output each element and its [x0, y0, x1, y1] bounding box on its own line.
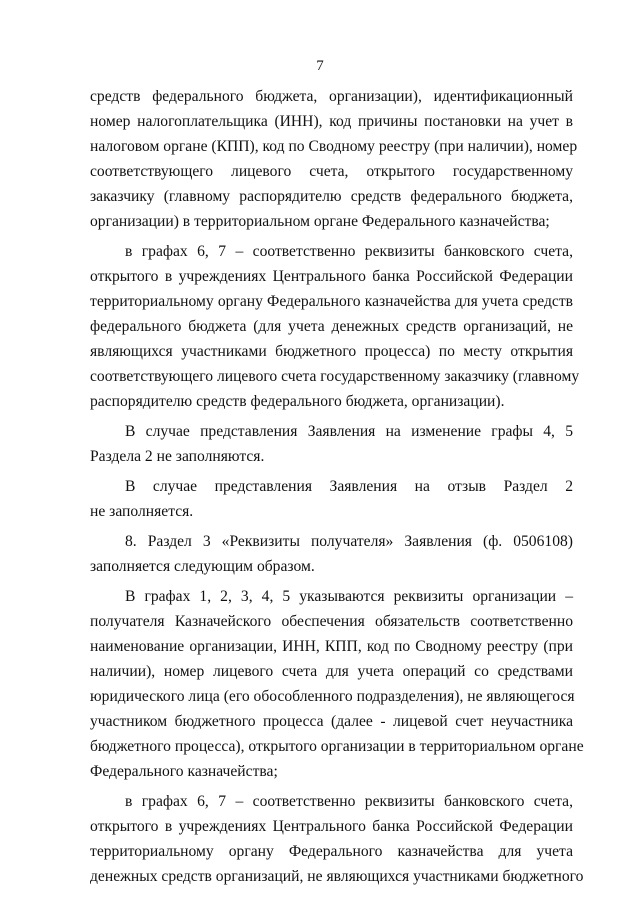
text-line: наименование организации, ИНН, КПП, код по Сводному реестру (при [90, 638, 573, 655]
text-line: соответствующего лицевого счета, открытого государственному [90, 163, 573, 180]
text-line: в графах 6, 7 – соответственно реквизиты банковского счета, [125, 243, 573, 260]
text-line: бюджетного процесса), открытого организации в территориальном органе [90, 738, 584, 755]
text-line: средств федерального бюджета, организации), идентификационный [90, 88, 573, 105]
text-line: участником бюджетного процесса (далее - лицевой счет неучастника [90, 713, 573, 730]
page-number: 7 [316, 58, 324, 74]
text-line: соответствующего лицевого счета государственному заказчику (главному [90, 368, 580, 385]
text-line: юридического лица (его обособленного подразделения), не являющегося [90, 688, 575, 705]
text-line: Раздела 2 не заполняются. [90, 448, 265, 465]
paragraph [90, 84, 578, 234]
paragraph [90, 474, 573, 524]
paragraph [90, 419, 573, 469]
text-line: заполняется следующим образом. [90, 558, 315, 575]
text-line: 8. Раздел 3 «Реквизиты получателя» Заявления (ф. 0506108) [125, 533, 573, 550]
text-line: являющихся участниками бюджетного процесса) по месту открытия [90, 343, 573, 360]
text-line: организации) в территориальном органе Федерального казначейства; [90, 213, 550, 230]
text-line: в графах 6, 7 – соответственно реквизиты банковского счета, [125, 793, 573, 810]
text-line: номер налогоплательщика (ИНН), код причины постановки на учет в [90, 113, 573, 130]
text-line: В графах 1, 2, 3, 4, 5 указываются реквизиты организации – [125, 588, 573, 605]
text-line: не заполняется. [90, 503, 194, 520]
text-line: заказчику (главному распорядителю средств федерального бюджета, [90, 188, 573, 205]
paragraph [90, 529, 573, 579]
text-line: территориальному органу Федерального казначейства для учета [90, 843, 573, 860]
paragraph [90, 239, 580, 414]
text-line: Федерального казначейства; [90, 763, 278, 780]
text-line: В случае представления Заявления на изменение графы 4, 5 [125, 423, 573, 440]
text-line: распорядителю средств федерального бюджета, организации). [90, 393, 505, 410]
text-line: В случае представления Заявления на отзыв Раздел 2 [125, 478, 573, 495]
text-line: открытого в учреждениях Центрального банка Российской Федерации [90, 818, 573, 835]
text-line: получателя Казначейского обеспечения обязательств соответственно [90, 613, 573, 630]
text-line: наличии), номер лицевого счета для учета операций со средствами [90, 663, 573, 680]
paragraph [90, 789, 584, 889]
paragraph [90, 584, 584, 784]
text-line: открытого в учреждениях Центрального банка Российской Федерации [90, 268, 573, 285]
text-line: налоговом органе (КПП), код по Сводному реестру (при наличии), номер [90, 138, 578, 155]
text-line: федерального бюджета (для учета денежных средств организаций, не [90, 318, 573, 335]
document-body [90, 84, 584, 889]
text-line: территориальному органу Федерального казначейства для учета средств [90, 293, 573, 310]
text-line: денежных средств организаций, не являющихся участниками бюджетного [90, 868, 584, 885]
